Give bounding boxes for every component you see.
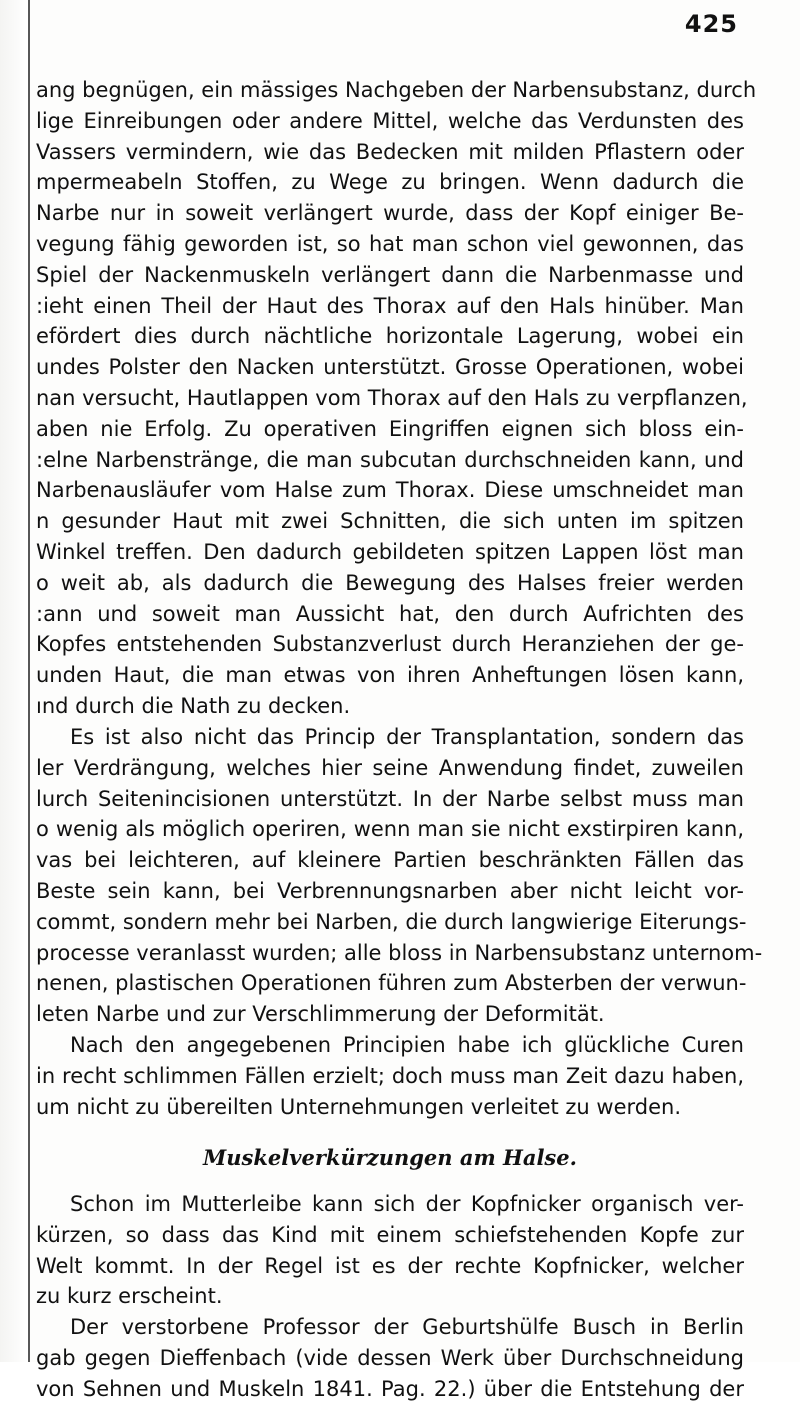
page-number: 425 bbox=[684, 10, 738, 38]
text-line: Der verstorbene Professor der Geburtshülfe Busch in Berlin bbox=[70, 1315, 744, 1339]
text-line: lurch Seitenincisionen unterstützt. In der Narbe selbst muss man bbox=[36, 786, 744, 811]
text-line: commt, sondern mehr bei Narben, die durch langwierige Eiterungs- bbox=[36, 909, 747, 934]
paragraph-busch bbox=[36, 1312, 744, 1404]
text-line: o weit ab, als dadurch die Bewegung des Halses freier werden bbox=[36, 570, 744, 595]
text-line: efördert dies durch nächtliche horizontale Lagerung, wobei ein bbox=[36, 324, 744, 349]
text-line: gab gegen Dieffenbach (vide dessen Werk über Durchschneidung bbox=[36, 1345, 744, 1370]
text-line: Narbe nur in soweit verlängert wurde, dass der Kopf einiger Be- bbox=[36, 201, 744, 226]
paragraph-narbensubstanz bbox=[36, 75, 757, 722]
text-line: ler Verdrängung, welches hier seine Anwendung findet, zuweilen bbox=[36, 755, 744, 780]
text-line: leten Narbe und zur Verschlimmerung der Deformität. bbox=[36, 1002, 605, 1027]
text-line: Es ist also nicht das Princip der Transplantation, sondern das bbox=[70, 725, 744, 749]
text-line: vegung fähig geworden ist, so hat man schon viel gewonnen, das bbox=[36, 231, 744, 256]
text-line: von Sehnen und Muskeln 1841. Pag. 22.) über die Entstehung der bbox=[36, 1376, 744, 1401]
text-line: mpermeabeln Stoffen, zu Wege zu bringen. Wenn dadurch die bbox=[36, 170, 744, 195]
text-line: Schon im Mutterleibe kann sich der Kopfnicker organisch ver- bbox=[70, 1192, 744, 1216]
text-line: Nach den angegebenen Principien habe ich glückliche Curen bbox=[70, 1033, 744, 1057]
paragraph-kopfnicker bbox=[36, 1189, 744, 1312]
text-line: in recht schlimmen Fällen erzielt; doch muss man Zeit dazu haben, bbox=[36, 1063, 744, 1088]
text-line: kürzen, so dass das Kind mit einem schiefstehenden Kopfe zur bbox=[36, 1222, 744, 1247]
text-line: unden Haut, die man etwas von ihren Anheftungen lösen kann, bbox=[36, 663, 744, 688]
text-line: Welt kommt. In der Regel ist es der rechte Kopfnicker, welcher bbox=[36, 1253, 744, 1278]
text-line: Spiel der Nackenmuskeln verlängert dann die Narbenmasse und bbox=[36, 262, 744, 287]
text-line: Vassers vermindern, wie das Bedecken mit milden Pflastern oder bbox=[36, 139, 744, 164]
binding-shadow bbox=[0, 0, 28, 1362]
text-line: Beste sein kann, bei Verbrennungsnarben aber nicht leicht vor- bbox=[36, 878, 744, 903]
text-line: Winkel treffen. Den dadurch gebildeten spitzen Lappen löst man bbox=[36, 539, 744, 564]
text-line: Kopfes entstehenden Substanzverlust durch Heranziehen der ge- bbox=[36, 632, 744, 657]
text-line: n gesunder Haut mit zwei Schnitten, die sich unten im spitzen bbox=[36, 509, 744, 534]
text-line: nenen, plastischen Operationen führen zum Absterben der verwun- bbox=[36, 971, 747, 996]
text-line: nan versucht, Hautlappen vom Thorax auf den Hals zu verpflanzen, bbox=[36, 385, 748, 410]
text-line: ang begnügen, ein mässiges Nachgeben der Narbensubstanz, durch bbox=[36, 78, 757, 102]
text-line: :ieht einen Theil der Haut des Thorax auf den Hals hinüber. Man bbox=[36, 293, 744, 318]
paragraph-verdraengung bbox=[36, 722, 763, 1030]
text-line: vas bei leichteren, auf kleinere Partien beschränkten Fällen das bbox=[36, 848, 744, 873]
text-line: zu kurz erscheint. bbox=[36, 1284, 223, 1309]
text-line: processe veranlasst wurden; alle bloss in Narbensubstanz unternom- bbox=[36, 940, 763, 965]
text-line: aben nie Erfolg. Zu operativen Eingriffen eignen sich bloss ein- bbox=[36, 416, 744, 441]
text-line: undes Polster den Nacken unterstützt. Grosse Operationen, wobei bbox=[36, 355, 744, 380]
text-line: lige Einreibungen oder andere Mittel, welche das Verdunsten des bbox=[36, 108, 744, 133]
binding-edge bbox=[28, 0, 30, 1362]
text-line: o wenig als möglich operiren, wenn man sie nicht exstirpiren kann, bbox=[36, 817, 744, 842]
text-line: :ann und soweit man Aussicht hat, den durch Aufrichten des bbox=[36, 601, 744, 626]
paragraph-curen bbox=[36, 1030, 744, 1122]
text-line: Narbenausläufer vom Halse zum Thorax. Diese umschneidet man bbox=[36, 478, 744, 503]
section-heading: Muskelverkürzungen am Halse. bbox=[203, 1145, 577, 1170]
text-line: um nicht zu übereilten Unternehmungen verleitet zu werden. bbox=[36, 1094, 682, 1119]
text-line: :elne Narbenstränge, die man subcutan durchschneiden kann, und bbox=[36, 447, 744, 472]
text-line: ınd durch die Nath zu decken. bbox=[36, 693, 351, 718]
